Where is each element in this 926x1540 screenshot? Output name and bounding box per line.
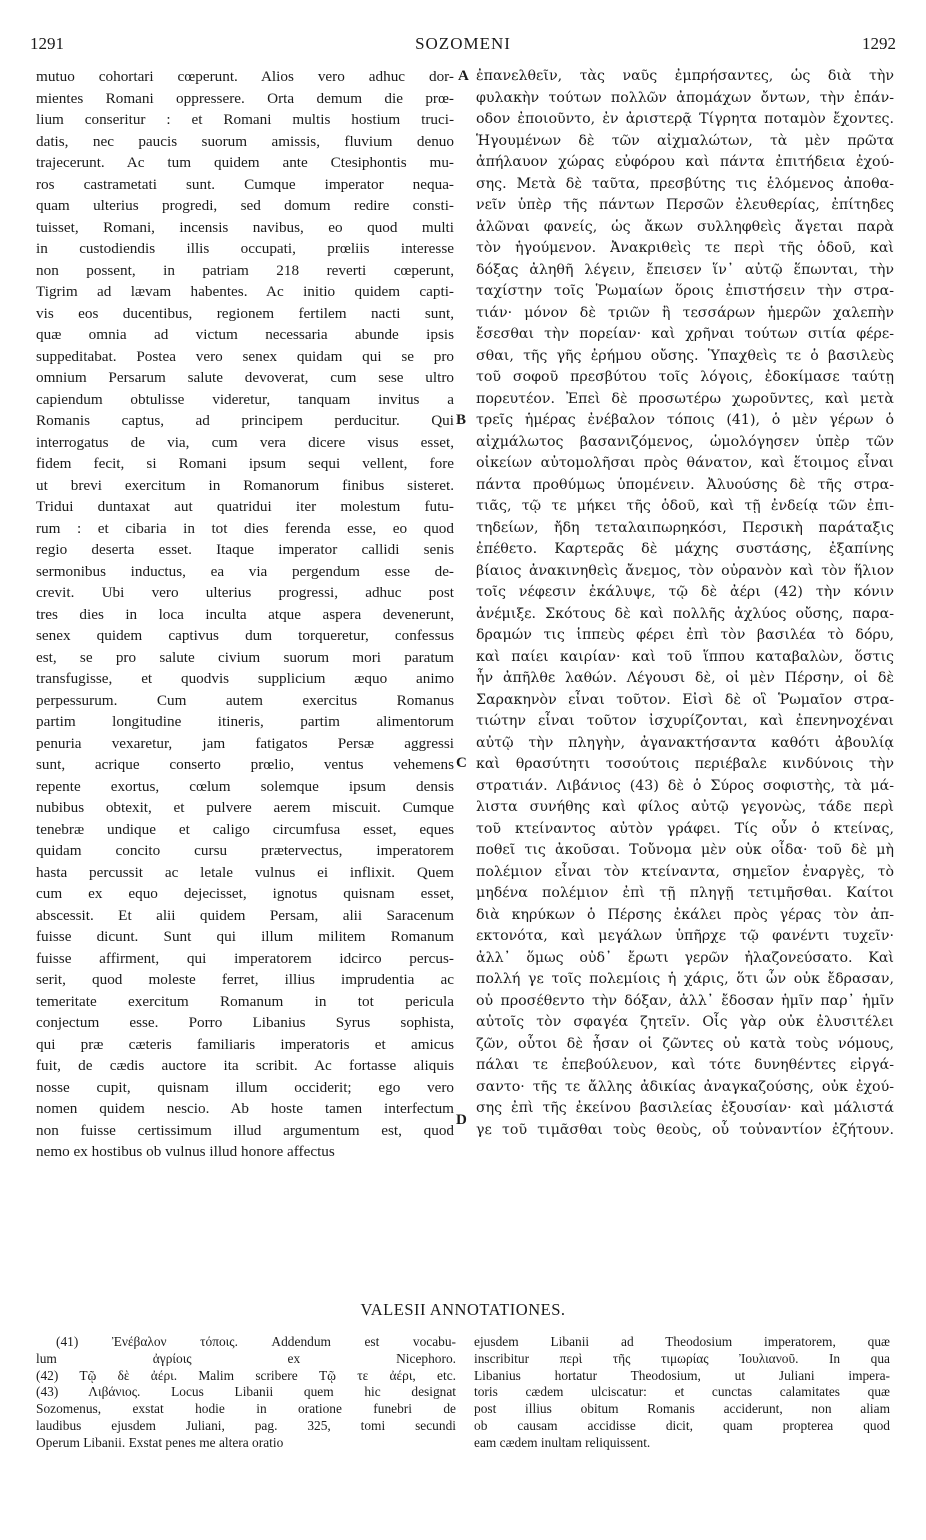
greek-text-line: εκτονότα, καὶ μεγάλων ὑπῆρχε τῷ φανέντι τυχεῖν· <box>476 928 894 944</box>
latin-text-line: cum ex equo dejecisset, ignotus quisnam esset, <box>36 885 454 902</box>
greek-text-line: καὶ θρασύτητι τοσούτοις περιέβαλε κινδύνοις τὴν <box>476 756 894 772</box>
greek-text-line: αἰχμάλωτος βασανιζόμενος, ὡμολόγησεν ὑπὲρ τῶν <box>476 433 894 450</box>
annotations-title: VALESII ANNOTATIONES. <box>360 1300 566 1319</box>
latin-text-line: in custodiendis illis occupati, prœliis interesse <box>36 240 454 257</box>
greek-text-line: πορευτέον. Ἐπεὶ δὲ προσωτέρω χωροῦντες, καὶ μετὰ <box>476 390 894 407</box>
greek-text-line: ποθεῖ τις ἀκοῦσαι. Τοὔνομα μὲν οὐκ οἶδα· τοῦ δὲ μὴ <box>476 842 894 858</box>
annotations-left-column <box>36 1334 456 1452</box>
greek-text-line: ἐπέθετο. Καρτερᾶς δὲ μάχης συστάσης, ἐξαπίνης <box>476 541 894 557</box>
greek-text-line: πολέμιον εἶναι τὸν κτείναντα, σημεῖον ἐναργὲς, τὸ <box>476 863 894 880</box>
greek-text-line: πάντα προθύμως ὑπομένειν. Ἀλυούσης δὲ τῆς στρα- <box>476 476 894 493</box>
latin-text-line: tuisset, Romani, incensis navibus, eo quod multi <box>36 218 454 236</box>
latin-text-line: interrogatus de via, cum vera dicere visus esset, <box>36 433 454 451</box>
latin-text-line: Tigrim ad lævam habentes. Ac initio quidem capti- <box>36 283 454 300</box>
annotation-line: lum ἀγρίοις ex Nicephoro. <box>36 1350 456 1366</box>
greek-text-line: ἀλλ᾽ ὅμως οὐδ᾽ ἔρωτι γερῶν ἠλαζονεύσατο. Καὶ <box>476 949 894 966</box>
annotation-line: ejusdem Libanii ad Theodosium imperatorem, quæ <box>474 1334 890 1349</box>
greek-text-line: τηδείων, ἤδη τεταλαιπωρηκόσι, Περσικὴ παράταξις <box>476 519 894 536</box>
greek-text-line: αὐτοῖς τὸν σφαγέα ζητεῖν. Οἷς γὰρ οὐκ ἐλυσιτέλει <box>476 1014 894 1030</box>
annotation-line: (41) Ἐνέβαλον τόποις. Addendum est vocabu- <box>56 1334 456 1349</box>
latin-text-line: quidam concito cursu prætervectus, imperatorem <box>36 842 454 859</box>
greek-text-line: βίαιος ἀνακινηθεὶς ἄνεμος, τὸν οὐρανὸν καὶ τὸν ἥλιον <box>476 562 894 579</box>
latin-text-line: transfugisse, et quodvis supplicium æquo animo <box>36 670 454 687</box>
latin-text-line: mientes Romani oppressere. Orta demum die prœ- <box>36 89 454 107</box>
latin-text-line: suppeditabat. Postea vero senex quidam qui se pro <box>36 347 454 365</box>
annotation-line: (42) Τῷ δὲ ἀέρι. Malim scribere Τῷ τε ἀέρι, etc. <box>36 1367 456 1383</box>
greek-text-line: ἀπήλαυον χώρας εὐφόρου καὶ πάντα ἐπιτήδεια ἐχού- <box>476 154 894 170</box>
latin-text-line: Romanis captus, ad principem perducitur. Qui <box>36 412 454 429</box>
greek-column <box>476 66 894 1141</box>
greek-text-line: ἦν ἀπῆλθε λαθών. Λέγουσι δὲ, οἱ μὲν Πέρσην, οἱ δὲ <box>476 670 894 686</box>
latin-text-line: nemo ex hostibus ob vulnus illud honore affectus <box>36 1143 335 1160</box>
greek-text-line: λιστα συνήθης καὶ φίλος αὐτῷ γεγονὼς, τάδε περὶ <box>476 799 894 815</box>
latin-text-line: sermonibus inductus, ea via pergendum esse de- <box>36 562 454 580</box>
latin-text-line: nomen quidem nescio. Ab hoste tamen interfectum <box>36 1100 454 1117</box>
greek-text-line: σθαι, τῆς γῆς ἐρήμου οὔσης. Ὑπαχθεὶς τε ὁ βασιλεὺς <box>476 347 894 364</box>
greek-text-line: οἰκείων αὐτομολῆσαι πρὸς θάνατον, καὶ ἕτοιμος εἶναι <box>476 455 894 471</box>
greek-text-line: οδον ἐποιοῦντο, ἐν ἀριστερᾷ Τίγρητα ποταμὸν ἔχοντες. <box>476 111 894 127</box>
annotation-line: Operum Libanii. Exstat penes me altera oratio <box>36 1434 284 1450</box>
latin-text-line: est, se pro salute civium suorum mori paratum <box>36 648 454 666</box>
greek-text-line: ἐπανελθεῖν, τὰς ναῦς ἐμπρήσαντες, ὡς διὰ τὴν <box>476 68 894 84</box>
annotation-line: Libanius hortatur Theodosium, ut Juliani impera- <box>474 1367 890 1383</box>
greek-text-line: πολλή γε τοῖς πολεμίοις ἡ χάρις, ὅτι ὧν οὐκ ἔδρασαν, <box>476 971 894 987</box>
latin-text-line: nosse cupit, quisnam illum occiderit; ego vero <box>36 1078 454 1096</box>
latin-text-line: penuria vexaretur, jam fatigatos Persæ aggressi <box>36 734 454 752</box>
greek-text-line: οὐ προσέθεντο τὴν δόξαν, ἀλλ᾽ ἔδοσαν ἡμῖν παρ᾽ ἡμῖν <box>476 992 894 1009</box>
greek-text-line: ἔσεσθαι τὴν πορείαν· καὶ χρῆναι τούτων σιτία φέρε- <box>476 326 894 342</box>
annotation-line: post illius obitum Romanis acciderunt, non aliam <box>474 1401 890 1417</box>
annotation-line: (43) Λιβάνιος. Locus Libanii quem hic designat <box>36 1384 456 1400</box>
latin-text-line: quam ulterius progredi, sed domum redire consti- <box>36 197 454 214</box>
latin-text-line: omnium Persarum salute devoverat, cum sese ultro <box>36 369 454 386</box>
greek-text-line: καὶ παίει καιρίαν· καὶ τοῦ ἵππου καταβαλὼν, ὅστις <box>476 648 894 665</box>
greek-text-line: αὐτῷ τὴν πληγὴν, ἀγανακτήσαντα καθότι ἀβουλίᾳ <box>476 734 894 751</box>
greek-text-line: σης. Μετὰ δὲ ταῦτα, πρεσβύτης τις ἑλόμενος ἀποθα- <box>476 175 894 192</box>
annotation-line: Sozomenus, exstat hodie in oratione funebri de <box>36 1401 456 1417</box>
latin-text-line: sunt, acrique conserto prœlio, ventus vehemens <box>36 756 454 773</box>
latin-text-line: abscessit. Et alii quidem Persam, alii Saracenum <box>36 906 454 924</box>
latin-text-line: vis eos ducentibus, regionem fertilem nacti sunt, <box>36 304 454 322</box>
greek-text-line: δόξας ἀληθῆ λέγειν, ἔπεισεν ἵν᾽ αὐτῷ ἕπωνται, τὴν <box>476 261 894 278</box>
greek-text-line: γε τοῦ τιμᾶσθαι τοὺς θεοὺς, οὗ τοὐναντίον ἐζήτουν. <box>476 1121 894 1138</box>
latin-text-line: fidem fecit, si Romani ipsum sequi vellent, fore <box>36 455 454 472</box>
latin-text-line: fuit, de cædis auctore ita scribit. Ac fortasse aliquis <box>36 1057 454 1074</box>
greek-text-line: ταχίστην τοῖς Ῥωμαίων ὅροις ἐπιστήσειν τὴν στρα- <box>476 283 894 299</box>
latin-column <box>36 66 454 1163</box>
latin-text-line: conjectum esse. Porro Libanius Syrus sophista, <box>36 1014 454 1031</box>
greek-text-line: τιάν· μόνον δὲ τριῶν ἢ τεσσάρων ἡμερῶν χαλεπὴν <box>476 304 894 321</box>
annotation-line: toris cædem ulciscatur: et cunctas calamitates quæ <box>474 1384 890 1400</box>
latin-text-line: rum : et cibaria in tot dies ferenda esse, eo quod <box>36 519 454 537</box>
latin-text-line: repente exortus, cœlum solemque ipsum densis <box>36 777 454 795</box>
latin-text-line: lium conseritur : et Romani multis hostium truci- <box>36 111 454 128</box>
latin-text-line: partim longitudine itineris, partim alimentorum <box>36 713 454 730</box>
latin-text-line: datis, nec paucis suorum amissis, fluvium denuo <box>36 132 454 150</box>
greek-text-line: ἁλῶναι φανείς, ὡς ἄκων συλληφθεὶς ἄγεται παρὰ <box>476 218 894 235</box>
greek-text-line: τρεῖς ἡμέρας ἐνέβαλον τόποις (41), ὁ μὲν γέρων ὁ <box>476 412 894 428</box>
greek-text-line: ζῶν, οὗτοι δὲ ἦσαν οἱ ζῶντες οὐ κατὰ τοὺς νόμους, <box>476 1035 894 1052</box>
latin-text-line: tenebræ undique et caligo circumfusa esset, eques <box>36 820 454 838</box>
latin-text-line: senex quidem captivus dum torqueretur, confessus <box>36 627 454 644</box>
latin-text-line: ut brevi exercitum in Romanorum finibus sisteret. <box>36 476 454 494</box>
latin-text-line: fuisse dicunt. Sunt qui illum militem Romanum <box>36 928 454 945</box>
latin-text-line: nubibus obtexit, et pulvere aerem miscuit. Cumque <box>36 799 454 816</box>
annotation-line: ob causam accidisse dicit, quam propterea quod <box>474 1417 890 1433</box>
page-number-right: 1292 <box>862 34 896 53</box>
latin-text-line: mutuo cohortari cœperunt. Alios vero adhuc dor- <box>36 68 454 85</box>
greek-text-line: μηδένα πολέμιον ἐπὶ τῇ πληγῇ τετιμῆσθαι. Καίτοι <box>476 885 894 901</box>
greek-text-line: πάλαι τε ἐπεβούλευον, καὶ τότε δυνηθέντες εἰργά- <box>476 1057 894 1073</box>
greek-text-line: σαντο· τῆς τε ἄλλης ἀδικίας ἀναγκαζούσης, οὐκ ἐχού- <box>476 1078 894 1095</box>
annotation-line: inscribitur περὶ τῆς τιμωρίας Ἰουλιανοῦ. In qua <box>474 1350 890 1366</box>
latin-text-line: fuisse affirment, qui imperatorem idcirco percus- <box>36 949 454 967</box>
latin-text-line: quæ omnia ad victum necessaria abunde ipsis <box>36 326 454 343</box>
annotation-line: laudibus ejusdem Juliani, pag. 325, tomi secundi <box>36 1417 456 1433</box>
margin-letter-d: D <box>456 1112 467 1128</box>
margin-letter-b: B <box>456 412 467 428</box>
latin-text-line: ros castrametati sunt. Cumque imperator nequa- <box>36 175 454 193</box>
greek-text-line: φυλακὴν τούτων πολλῶν ἀπομάχων ὄντων, τὴν ἐπάν- <box>476 89 894 106</box>
latin-text-line: qui præ cæteris familiaris imperatoris et amicus <box>36 1035 454 1053</box>
page-number-left: 1291 <box>30 34 64 53</box>
running-title: SOZOMENI <box>415 34 511 53</box>
greek-text-line: σης ἐπὶ τῆς ἐκείνου βασιλείας ἐξουσίαν· καὶ μάλιστά <box>476 1100 894 1116</box>
margin-letter-a: A <box>458 68 469 84</box>
greek-text-line: Σαρακηνὸν εἶναι τοῦτον. Εἰσὶ δὲ οἳ Ῥωμαῖον στρα- <box>476 691 894 708</box>
greek-text-line: τὸν ἡγούμενον. Ἀνακριθεὶς τε περὶ τῆς ὁδοῦ, καὶ <box>476 240 894 256</box>
latin-text-line: Tridui duntaxat aut quatridui iter molestum futu- <box>36 498 454 515</box>
greek-text-line: ἀνέμιξε. Σκότους δὲ καὶ πολλῆς ἀχλύος οὔσης, παρα- <box>476 605 894 622</box>
latin-text-line: tres dies in loca inculta atque aspera devenerunt, <box>36 605 454 623</box>
annotations-right-column <box>474 1334 890 1452</box>
greek-text-line: τοῦ σοφοῦ πρεσβύτου τοῖς λόγοις, ἐδοκίμασε ταύτῃ <box>476 369 894 385</box>
greek-text-line: διὰ κηρύκων ὁ Πέρσης ἐκάλει πρὸς γέρας τὸν ἀπ- <box>476 906 894 923</box>
latin-text-line: crevit. Ubi vero ulterius progressi, adhuc post <box>36 584 454 601</box>
latin-text-line: hasta percussit ac letale vulnus ei inflixit. Quem <box>36 863 454 881</box>
running-header <box>30 34 896 56</box>
latin-text-line: non fuisse certissimum illud argumentum est, quod <box>36 1121 454 1139</box>
latin-text-line: regio deserta esset. Itaque imperator callidi senis <box>36 541 454 558</box>
greek-text-line: τοῖς νέφεσιν ἐκάλυψε, τῷ δὲ ἀέρι (42) τὴν κόνιν <box>476 584 894 600</box>
greek-text-line: τοῦ κτείναντος αὐτὸν γράφει. Τίς οὖν ὁ κτείνας, <box>476 820 894 837</box>
greek-text-line: Ἡγουμένων δὲ τῶν αἰχμαλώτων, τὰ μὲν πρῶτα <box>476 132 894 149</box>
latin-text-line: non possent, in patriam 218 reverti cœperunt, <box>36 261 454 279</box>
latin-text-line: perpessurum. Cum autem exercitus Romanus <box>36 691 454 709</box>
greek-text-line: τιᾶς, τῷ τε μήκει τῆς ὁδοῦ, καὶ τῇ ἐνδείᾳ τῶν ἐπι- <box>476 498 894 514</box>
latin-text-line: capiendum obtulisse videretur, tanquam invitus a <box>36 390 454 408</box>
latin-text-line: trajecerunt. Ac tum quidem ante Ctesiphontis mu- <box>36 154 454 171</box>
annotation-line: eam cædem inultam reliquissent. <box>474 1434 651 1450</box>
latin-text-line: temeritate exercitum Romanum in tot pericula <box>36 992 454 1010</box>
margin-letter-c: C <box>456 755 467 771</box>
greek-text-line: δραμών τις ἱππεὺς φέρει ἐπὶ τὸν βασιλέα τὸ δόρυ, <box>476 627 894 643</box>
greek-text-line: στρατιάν. Λιβάνιος (43) δὲ ὁ Σύρος σοφιστὴς, τὰ μά- <box>476 777 894 794</box>
greek-text-line: νεῖν ὑπὲρ τῆς πάντων Περσῶν ἐλευθερίας, ἐπίτηδες <box>476 197 894 213</box>
latin-text-line: serit, quod moleste ferret, illius imprudentia ac <box>36 971 454 988</box>
greek-text-line: τιώτην εἶναι τοῦτον ἰσχυρίζονται, καὶ ἐπενηνοχέναι <box>476 713 894 729</box>
